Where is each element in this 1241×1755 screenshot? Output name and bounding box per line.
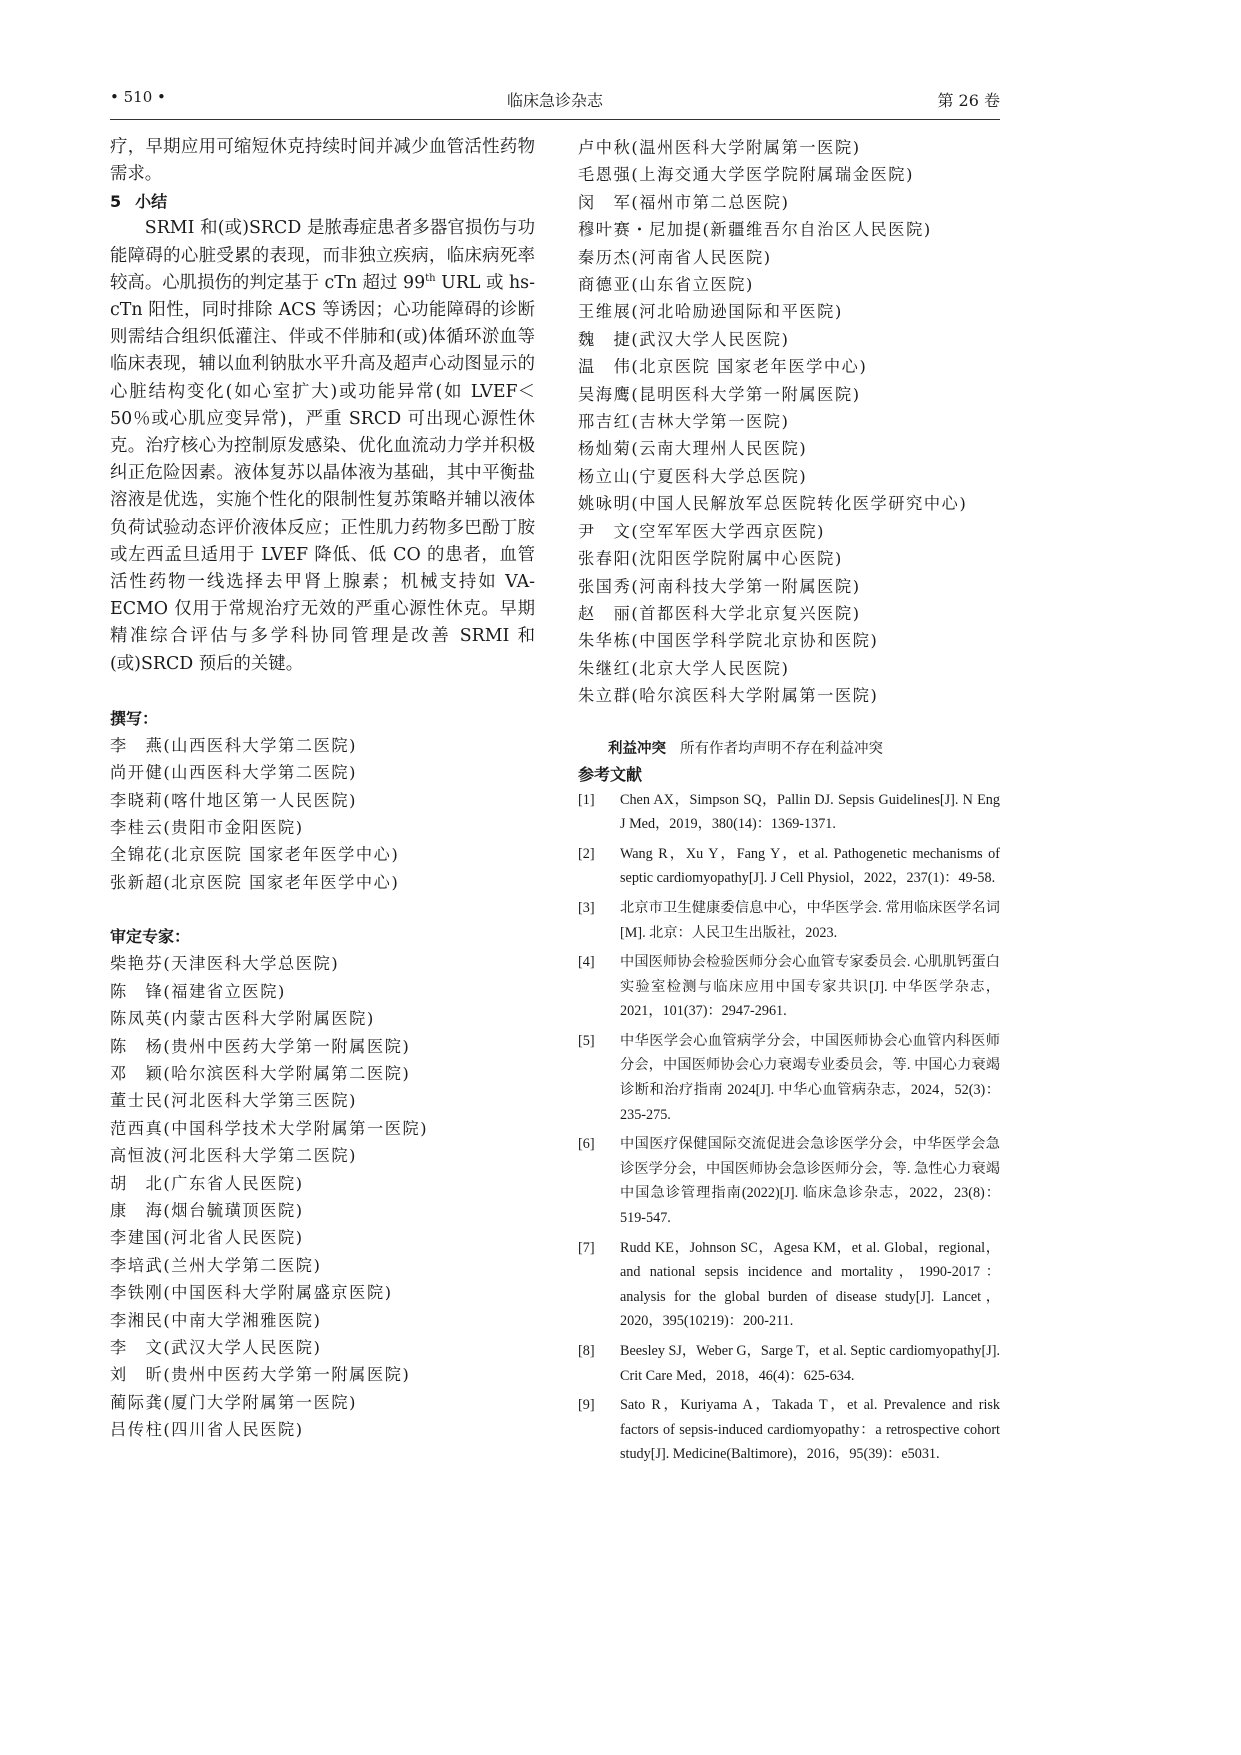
reference-item: [578, 842, 1000, 891]
reference-number: [3]: [578, 899, 595, 916]
conflict-of-interest: [578, 737, 1000, 761]
reference-item: [578, 1029, 1000, 1127]
list-item: 陈凤英(内蒙古医科大学附属医院): [110, 1009, 375, 1029]
list-item: 邢吉红(吉林大学第一医院): [578, 412, 790, 432]
list-item: 李培武(兰州大学第二医院): [110, 1255, 322, 1275]
list-item: 柴艳芬(天津医科大学总医院): [110, 954, 340, 974]
list-item: 康 海(烟台毓璜顶医院): [110, 1200, 304, 1220]
section-heading: [110, 188, 535, 215]
reference-text: 中华医学会心血管病学分会，中国医师协会心血管内科医师分会，中国医师协会心力衰竭专业委员会，等. 中国心力衰竭诊断和治疗指南 2024[J]. 中华心血管病杂志，2024，52(3)：235-275.: [620, 1032, 1000, 1123]
list-item: 朱立群(哈尔滨医科大学附属第一医院): [578, 686, 879, 706]
reference-text: Beesley SJ，Weber G，Sarge T，et al. Septic cardiomyopathy[J]. Crit Care Med，2018，46(4)：625-634.: [620, 1343, 1000, 1384]
list-item: 刘 昕(贵州中医药大学第一附属医院): [110, 1365, 411, 1385]
list-item: 尚开健(山西医科大学第二医院): [110, 763, 358, 783]
section-number: 5: [110, 192, 122, 212]
list-item: 李 文(武汉大学人民医院): [110, 1337, 322, 1357]
reference-item: [578, 1236, 1000, 1334]
summary-text-b: URL 或 hs-cTn 阳性，同时排除 ACS 等诱因；心功能障碍的诊断则需结合组织低灌注、伴或不伴肺和(或)体循环淤血等临床表现，辅以血利钠肽水平升高及超声心动图显示的心脏结构变化(如心室扩大)或功能异常(如 LVEF＜50％或心肌应变异常)，严重 SRCD 可出现心源性休克。治疗核心为控制原发感染、优化血流动力学并积极纠正危险因素。液体复苏以晶体液为基础，其中平衡盐溶液是优选，实施个性化的限制性复苏策略并辅以液体负荷试验动态评价液体反应；正性肌力药物多巴酚丁胺或左西孟旦适用于 LVEF 降低、低 CO 的患者，血管活性药物一线选择去甲肾上腺素；机械支持如 VA-ECMO 仅用于常规治疗无效的严重心源性休克。早期精准综合评估与多学科协同管理是改善 SRMI 和(或)SRCD 预后的关键。: [110, 272, 535, 674]
list-item: 陈 锋(福建省立医院): [110, 981, 286, 1001]
reference-text: 中国医疗保健国际交流促进会急诊医学分会，中华医学会急诊医学分会，中国医师协会急诊医师分会，等. 急性心力衰竭中国急诊管理指南(2022)[J]. 临床急诊杂志，2022，23(8)：519-547.: [620, 1136, 1000, 1227]
reference-number: [4]: [578, 954, 595, 971]
reference-item: [578, 1132, 1000, 1230]
reference-text: 北京市卫生健康委信息中心，中华医学会. 常用临床医学名词[M]. 北京：人民卫生出版社，2023.: [620, 899, 1000, 941]
reference-number: [2]: [578, 845, 595, 862]
list-item: 李晓莉(喀什地区第一人民医院): [110, 790, 358, 810]
reference-item: [578, 788, 1000, 837]
list-item: 陈 杨(贵州中医药大学第一附属医院): [110, 1036, 411, 1056]
list-item: 尹 文(空军军医大学西京医院): [578, 521, 826, 541]
reviewers-list-continued: [578, 134, 1000, 710]
superscript-th: th: [425, 273, 436, 285]
reviewers-list: [110, 950, 535, 1443]
list-item: 蔺际龚(厦门大学附属第一医院): [110, 1392, 358, 1412]
list-item: 卢中秋(温州医科大学附属第一医院): [578, 138, 861, 157]
list-item: 杨灿菊(云南大理州人民医院): [578, 439, 808, 459]
reference-text: Sato R，Kuriyama A，Takada T，et al. Prevalence and risk factors of sepsis-induced cardiomyopathy：a retrospective cohort study[J]. Medicine(Baltimore)，2016，95(39)：e5031.: [620, 1397, 1000, 1463]
list-item: 姚咏明(中国人民解放军总医院转化医学研究中心): [578, 494, 968, 514]
list-item: 胡 北(广东省人民医院): [110, 1173, 304, 1193]
volume-label: 第 26 卷: [937, 91, 1000, 110]
list-item: 毛恩强(上海交通大学医学院附属瑞金医院): [578, 165, 915, 185]
list-item: 魏 捷(武汉大学人民医院): [578, 329, 790, 349]
list-item: 王维展(河北哈励逊国际和平医院): [578, 302, 843, 322]
reference-text: Chen AX，Simpson SQ，Pallin DJ. Sepsis Guidelines[J]. N Eng J Med，2019，380(14)：1369-1371.: [620, 791, 1000, 833]
header-rule: [110, 119, 1000, 120]
references-list: [578, 788, 1000, 1467]
list-item: 张春阳(沈阳医学院附属中心医院): [578, 549, 843, 569]
list-item: 吴海鹰(昆明医科大学第一附属医院): [578, 384, 861, 404]
reviewers-label: 审定专家：: [110, 927, 191, 947]
reference-number: [6]: [578, 1136, 595, 1153]
summary-text-a: SRMI 和(或)SRCD 是脓毒症患者多器官损伤与功能障碍的心脏受累的表现，而非独立疾病，临床病死率较高。心肌损伤的判定基于 cTn 超过 99: [110, 218, 535, 293]
writers-label: 撰写：: [110, 708, 159, 728]
right-column: [578, 134, 1000, 1472]
list-item: 朱继红(北京大学人民医院): [578, 658, 790, 678]
page-number: • 510 •: [110, 88, 166, 106]
list-item: 李 燕(山西医科大学第二医院): [110, 735, 358, 755]
reference-number: [9]: [578, 1397, 595, 1414]
coi-text: 所有作者均声明不存在利益冲突: [680, 740, 883, 757]
list-item: 董士民(河北医科大学第三医院): [110, 1091, 358, 1111]
list-item: 范西真(中国科学技术大学附属第一医院): [110, 1118, 429, 1138]
list-item: 杨立山(宁夏医科大学总医院): [578, 466, 808, 486]
reference-item: [578, 1339, 1000, 1388]
reference-number: [8]: [578, 1343, 595, 1359]
list-item: 朱华栋(中国医学科学院北京协和医院): [578, 631, 879, 651]
journal-title: 临床急诊杂志: [506, 91, 603, 110]
reference-item: [578, 1393, 1000, 1467]
reference-text: 中国医师协会检验医师分会心血管专家委员会. 心肌肌钙蛋白实验室检测与临床应用中国专家共识[J]. 中华医学杂志，2021，101(37)：2947-2961.: [620, 954, 1000, 1020]
reference-number: [1]: [578, 791, 595, 808]
coi-label: 利益冲突: [608, 740, 666, 757]
list-item: 吕传柱(四川省人民医院): [110, 1420, 304, 1440]
list-item: 张国秀(河南科技大学第一附属医院): [578, 576, 861, 596]
section-title: 小结: [135, 192, 168, 212]
page-header: [110, 88, 1000, 116]
list-item: 张新超(北京医院 国家老年医学中心): [110, 872, 400, 892]
list-item: 李桂云(贵阳市金阳医院): [110, 818, 304, 838]
continued-paragraph: 疗，早期应用可缩短休克持续时间并减少血管活性药物需求。: [110, 137, 535, 185]
reference-text: Rudd KE，Johnson SC，Agesa KM，et al. Global，regional，and national sepsis incidence and mortality，1990-2017：analysis for the global burden of disease study[J]. Lancet，2020，395(10219)：200-211.: [620, 1239, 1000, 1330]
list-item: 赵 丽(首都医科大学北京复兴医院): [578, 603, 861, 623]
list-item: 商德亚(山东省立医院): [578, 275, 754, 295]
reference-number: [5]: [578, 1032, 595, 1049]
reference-number: [7]: [578, 1239, 595, 1256]
left-column: [110, 134, 535, 1444]
list-item: 秦历杰(河南省人民医院): [578, 247, 772, 267]
reference-text: Wang R，Xu Y，Fang Y，et al. Pathogenetic mechanisms of septic cardiomyopathy[J]. J Cell Physiol，2022，237(1)：49-58.: [620, 845, 1000, 887]
summary-paragraph: [110, 215, 535, 677]
reference-item: [578, 896, 1000, 945]
list-item: 穆叶赛・尼加提(新疆维吾尔自治区人民医院): [578, 220, 932, 240]
references-heading: 参考文献: [578, 764, 643, 784]
list-item: 温 伟(北京医院 国家老年医学中心): [578, 357, 868, 377]
list-item: 李建国(河北省人民医院): [110, 1228, 304, 1248]
list-item: 高恒波(河北医科大学第二医院): [110, 1146, 358, 1166]
list-item: 李湘民(中南大学湘雅医院): [110, 1310, 322, 1330]
reference-item: [578, 950, 1000, 1024]
writers-list: [110, 732, 535, 896]
list-item: 全锦花(北京医院 国家老年医学中心): [110, 845, 400, 865]
list-item: 李铁刚(中国医科大学附属盛京医院): [110, 1283, 393, 1303]
list-item: 邓 颖(哈尔滨医科大学附属第二医院): [110, 1063, 411, 1083]
list-item: 闵 军(福州市第二总医院): [578, 192, 790, 212]
